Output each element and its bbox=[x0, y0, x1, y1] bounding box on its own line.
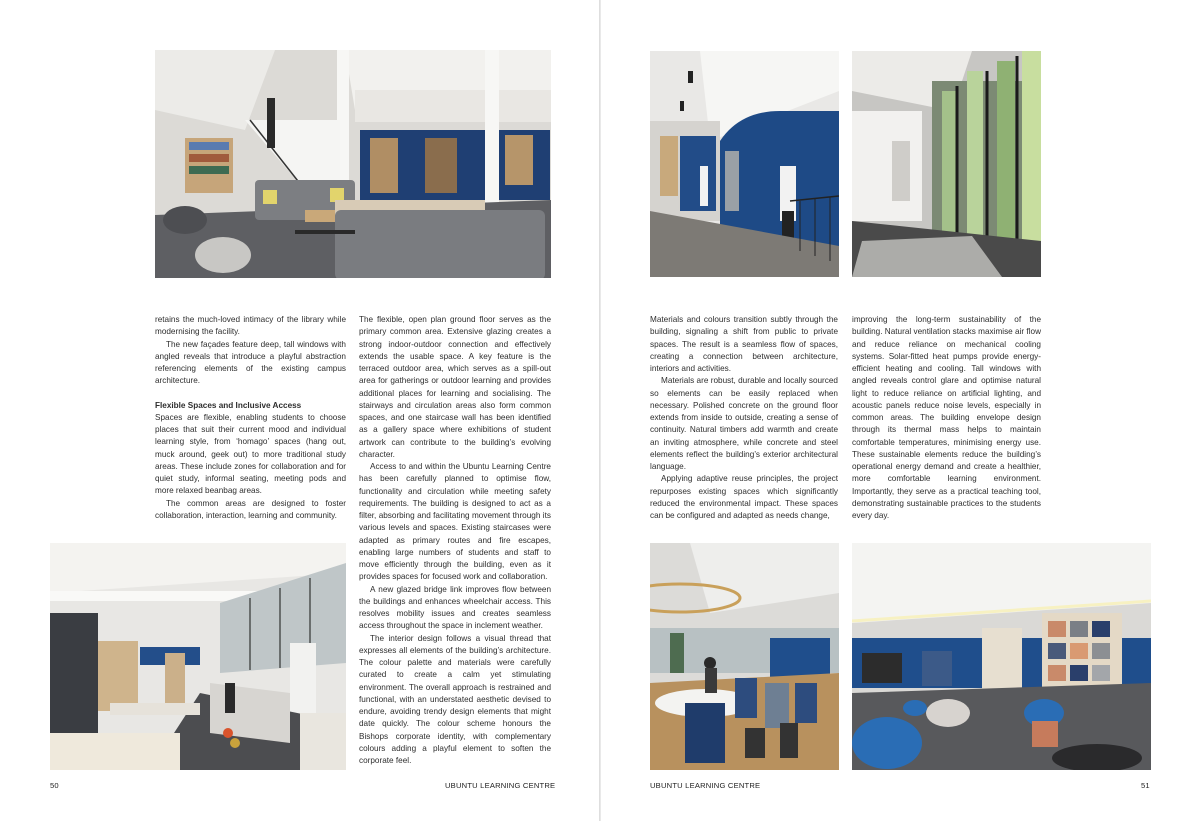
left-page bbox=[0, 0, 599, 821]
page-number: 50 bbox=[50, 781, 59, 790]
photo-study-area bbox=[50, 543, 346, 770]
running-title: UBUNTU LEARNING CENTRE bbox=[650, 781, 761, 790]
photo-tall-windows bbox=[852, 51, 1041, 277]
running-title: UBUNTU LEARNING CENTRE bbox=[445, 781, 556, 790]
paragraph: Applying adaptive reuse principles, the project repurposes existing spaces which significantly reduced the environmental impact. These spaces can be configured and adapted as needs change, bbox=[650, 474, 838, 520]
paragraph: The new façades feature deep, tall windows with angled reveals that introduce a playful abstraction referencing elements of the existing campus architecture. bbox=[155, 339, 346, 386]
text-column-right-1 bbox=[650, 314, 838, 522]
text-column-left-1 bbox=[155, 314, 346, 522]
paragraph: The flexible, open plan ground floor serves as the primary common area. Extensive glazing creates a strong indoor-outdoor connection and effectively extends the usable space. A key feature is the terraced outdoor area, which serves as a spill-out area for gatherings or outdoor learning and provides additional places for learning and socialising. The stairways and circulation areas also form common spaces, and one staircase wall has been identified as a gallery space where exhibitions of student artwork can contribute to the building’s evolving character. bbox=[359, 315, 551, 459]
text-column-right-2 bbox=[852, 314, 1041, 522]
paragraph: The common areas are designed to foster collaboration, interaction, learning and community. bbox=[155, 498, 346, 520]
paragraph: The interior design follows a visual thread that expresses all elements of the building’s architecture. The colour palette and materials were carefully curated to create a calm yet stimulating environment. The overall approach is restrained and functional, with an understated aesthetic devised to endure, avoiding trendy design elements that might date quickly. The colour scheme honours the Bishops corporate identity, with complementary colours adding a playful element to soften the corporate feel. bbox=[359, 633, 551, 765]
right-page bbox=[601, 0, 1200, 821]
paragraph: Materials and colours transition subtly through the building, signaling a shift from public to private spaces. The result is a seamless flow of spaces, creating a connection between architecture, interiors and activities. bbox=[650, 315, 838, 373]
photo-blue-corridor bbox=[650, 51, 839, 277]
paragraph: Access to and within the Ubuntu Learning Centre has been carefully planned to optimise flow, functionality and circulation while meeting safety requirements. The building is designed to act as a filter, absorbing and facilitating movement through its various levels and spaces. Existing staircases were adapted as primary routes and fire escapes, enabling large numbers of students and staff to move efficiently through the building, even as it provides spaces for focused work and collaboration. bbox=[359, 462, 551, 582]
paragraph: Spaces are flexible, enabling students to choose places that suit their current mood and individual learning style, from ‘homago’ spaces (hang out, muck around, geek out) to more traditional study areas. These include zones for collaboration and for quiet study, informal seating, meeting pods and more relaxed beanbag areas. bbox=[155, 412, 346, 496]
section-heading: Flexible Spaces and Inclusive Access bbox=[155, 400, 302, 410]
photo-cafe-seating bbox=[650, 543, 839, 770]
page-number: 51 bbox=[1141, 781, 1150, 790]
paragraph: A new glazed bridge link improves flow between the buildings and enhances wheelchair access. This resolves mobility issues and creates seamless access throughout the space in inclement weather. bbox=[359, 584, 551, 631]
paragraph: Materials are robust, durable and locally sourced so elements can be easily replaced when necessary. Polished concrete on the ground floor extends from inside to outside, creating a sense of continuity. Natural timbers add warmth and create an inviting atmosphere, while concrete and steel elements reflect the building’s exterior architectural language. bbox=[650, 376, 838, 471]
paragraph: improving the long-term sustainability of the building. Natural ventilation stacks maximise air flow and reduce reliance on mechanical cooling systems. Solar-fitted heat pumps provide energy-efficient heating and cooling. Tall windows with angled reveals control glare and optimise natural light to reduce reliance on artificial lighting, and acoustic panels reduce noise levels, especially in common areas. The building envelope design through its thermal mass helps to maintain comfortable temperatures, minimising energy use. These sustainable elements reduce the building’s operational energy demand and create a healthier, more comfortable learning environment. Importantly, they serve as a practical teaching tool, demonstrating sustainable practices to the students every day. bbox=[852, 315, 1041, 520]
paragraph: retains the much-loved intimacy of the library while modernising the facility. bbox=[155, 315, 346, 337]
photo-beanbag-lounge bbox=[852, 543, 1151, 770]
photo-lounge-staircase bbox=[155, 50, 551, 278]
text-column-left-2 bbox=[359, 314, 551, 767]
